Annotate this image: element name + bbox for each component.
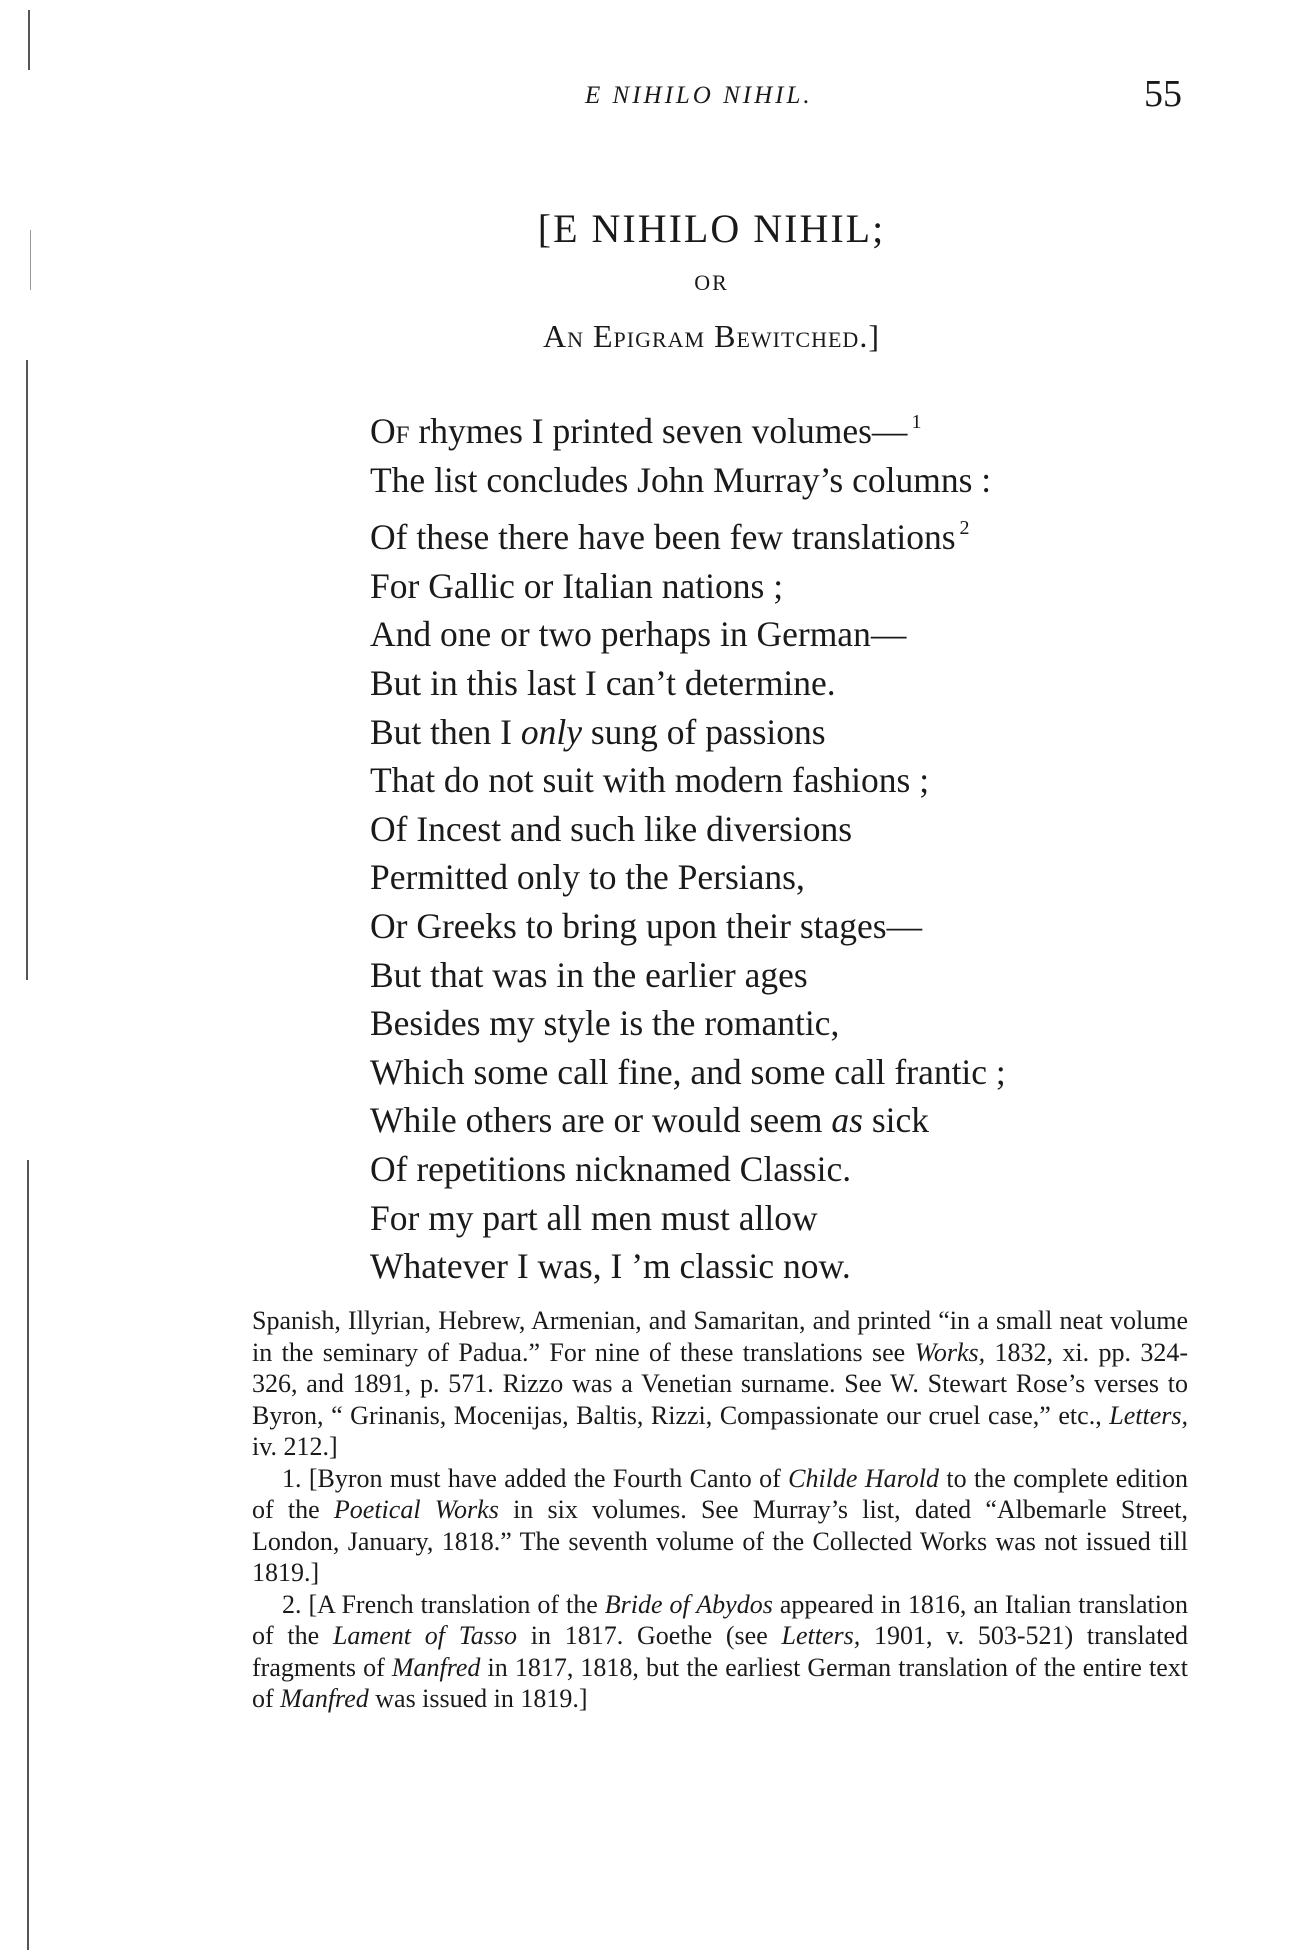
title-or: OR	[694, 270, 729, 295]
footnote-italic: Childe Harold	[788, 1463, 939, 1493]
drop-initial: Of	[370, 411, 410, 451]
binding-edge-mark	[27, 1160, 29, 1950]
poem-line: Of repetitions nicknamed Classic.	[370, 1148, 852, 1189]
footnote-text: in six volumes. See Murray’s list, dated “Albemarle Street, London, January, 1818.” The seventh volume of the Collected Works was not issued till 1819.]	[252, 1495, 1189, 1587]
footnote-text: in 1817, 1818, but the earliest German translation of the entire text of	[252, 1652, 1188, 1713]
footnote-ref: 1	[911, 411, 922, 433]
poem-emphasis: only	[520, 711, 582, 752]
footnote-text: Spanish, Illyrian, Hebrew, Armenian, and Samaritan, and printed “in a small neat volume in the seminary of Padua.” For nine of these translations see	[252, 1306, 1188, 1367]
poem-emphasis: as	[831, 1100, 863, 1141]
title-subtitle: An Epigram Bewitched.]	[543, 318, 880, 354]
title-line: [E NIHILO NIHIL;	[537, 206, 886, 251]
footnote-italic: Bride of Abydos	[604, 1589, 773, 1619]
poem-line	[370, 708, 1006, 757]
page-number: 55	[1144, 73, 1182, 115]
poem-line: Which some call fine, and some call frantic ;	[370, 1051, 1006, 1092]
poem-line: Of Incest and such like diversions	[370, 808, 853, 849]
footnote-text: iv. 212.]	[252, 1432, 338, 1461]
footnote-italic: Works,	[914, 1337, 986, 1367]
footnote-text: to the complete edition of the	[252, 1463, 1188, 1524]
footnote-italic: Lament of Tasso	[332, 1621, 518, 1650]
poem-text: rhymes I printed seven volumes—	[409, 411, 908, 451]
binding-edge-mark	[26, 360, 28, 980]
footnote-italic: Manfred	[280, 1684, 369, 1713]
footnote-italic: Poetical Works	[333, 1495, 499, 1524]
poem-text: But then I	[370, 711, 521, 752]
footnote-italic: Manfred	[391, 1652, 481, 1682]
poem-line: Whatever I was, I ’m classic now.	[370, 1246, 851, 1287]
footnote-text: 2. [A French translation of the	[282, 1589, 605, 1619]
footnote-1	[252, 1463, 1188, 1589]
footnote-2	[252, 1589, 1188, 1715]
poem-line: Besides my style is the romantic,	[370, 1003, 840, 1044]
poem-line: And one or two perhaps in German—	[370, 614, 907, 655]
poem-line: But that was in the earlier ages	[370, 954, 808, 995]
footnote-text: was issued in 1819.]	[368, 1684, 588, 1713]
binding-edge-mark	[28, 10, 30, 70]
poem-line: Permitted only to the Persians,	[370, 857, 805, 898]
poem-line	[370, 504, 1006, 562]
poem-line	[370, 398, 1006, 456]
footnote-text: in 1817. Goethe (see	[517, 1621, 782, 1650]
running-head: E NIHILO NIHIL.	[585, 82, 813, 109]
footnote-text: 1. [Byron must have added the Fourth Canto of	[282, 1463, 789, 1493]
poem-text: While others are or would seem	[370, 1100, 832, 1141]
poem-title	[0, 205, 1313, 355]
poem-line: Or Greeks to bring upon their stages—	[370, 905, 923, 946]
poem-text: sung of passions	[581, 711, 826, 752]
footnote-italic: Letters,	[781, 1621, 861, 1650]
poem-text: sick	[862, 1100, 929, 1141]
footnote-text: appeared in 1816, an Italian translation of the	[252, 1589, 1188, 1650]
poem-line: But in this last I can’t determine.	[370, 662, 836, 703]
poem-text: Of these there have been few translations	[370, 517, 956, 558]
footnote-italic: Letters,	[1109, 1400, 1188, 1430]
footnotes	[252, 1305, 1188, 1715]
poem-line: For Gallic or Italian nations ;	[370, 565, 784, 606]
poem-line	[370, 1096, 1006, 1145]
footnote-ref: 2	[959, 517, 970, 540]
poem-line: That do not suit with modern fashions ;	[370, 760, 930, 801]
footnote-text: 1901, v. 503-521) translated fragments of	[252, 1621, 1188, 1682]
poem-line: For my part all men must allow	[370, 1197, 818, 1238]
poem-body	[370, 398, 1006, 1291]
footnote-text: 1832, xi. pp. 324-326, and 1891, p. 571. Rizzo was a Venetian surname. See W. Stewart Rose’s verses to Byron, “ Grinanis, Mocenijas, Baltis, Rizzi, Compassionate our cruel case,” etc.,	[252, 1337, 1189, 1430]
poem-line: The list concludes John Murray’s columns :	[370, 459, 992, 500]
footnote-continued	[252, 1305, 1188, 1463]
